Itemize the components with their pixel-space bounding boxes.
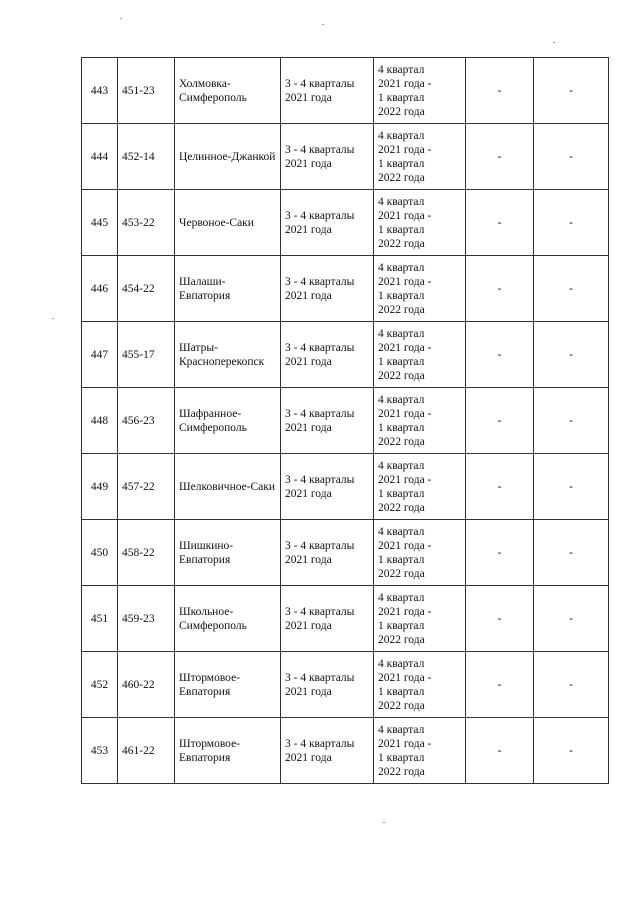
dash-cell: - [534,322,609,388]
term-line: 2022 года [378,567,425,580]
period-cell: 3 - 4 кварталы 2021 года [281,58,374,124]
term-line: 1 квартал [378,355,425,368]
row-number-cell: 445 [82,190,118,256]
term-cell [374,652,466,718]
dash-cell: - [534,124,609,190]
dash-cell: - [534,454,609,520]
table-row [82,454,609,520]
dash-cell: - [466,190,534,256]
route-name-cell: Шатры-Красноперекопск [175,322,281,388]
term-line: 1 квартал [378,751,425,764]
table-row [82,718,609,784]
table-row [82,58,609,124]
period-cell: 3 - 4 кварталы 2021 года [281,322,374,388]
term-line: 2022 года [378,171,425,184]
route-name-cell: Холмовка-Симферополь [175,58,281,124]
term-line: 2021 года - [378,539,432,552]
dash-cell: - [466,454,534,520]
dash-cell: - [466,388,534,454]
row-number-cell: 443 [82,58,118,124]
route-name-cell: Шалаши-Евпатория [175,256,281,322]
route-code-cell: 452-14 [118,124,175,190]
term-line: 1 квартал [378,157,425,170]
term-line: 1 квартал [378,487,425,500]
scan-speck [52,318,54,319]
term-line: 2021 года - [378,407,432,420]
dash-cell: - [534,190,609,256]
route-code-cell: 453-22 [118,190,175,256]
route-name-cell: Штормовое-Евпатория [175,652,281,718]
dash-cell: - [534,718,609,784]
dash-cell: - [534,586,609,652]
row-number-cell: 446 [82,256,118,322]
term-line: 1 квартал [378,619,425,632]
route-name-cell: Шелковичное-Саки [175,454,281,520]
term-line: 2022 года [378,765,425,778]
row-number-cell: 451 [82,586,118,652]
term-cell [374,256,466,322]
route-name-cell: Целинное-Джанкой [175,124,281,190]
term-line: 4 квартал [378,63,425,76]
route-name-cell: Школьное-Симферополь [175,586,281,652]
term-line: 1 квартал [378,421,425,434]
dash-cell: - [534,388,609,454]
route-schedule-table [81,57,609,784]
scan-speck [383,822,385,823]
term-line: 4 квартал [378,525,425,538]
term-cell [374,124,466,190]
term-line: 4 квартал [378,195,425,208]
row-number-cell: 447 [82,322,118,388]
route-name-cell: Червоное-Саки [175,190,281,256]
dash-cell: - [466,652,534,718]
term-line: 4 квартал [378,327,425,340]
dash-cell: - [534,652,609,718]
table-row [82,520,609,586]
table-row [82,388,609,454]
term-cell [374,454,466,520]
route-code-cell: 454-22 [118,256,175,322]
route-code-cell: 455-17 [118,322,175,388]
dash-cell: - [534,58,609,124]
dash-cell: - [466,256,534,322]
term-line: 2022 года [378,105,425,118]
term-line: 2022 года [378,699,425,712]
term-line: 4 квартал [378,723,425,736]
dash-cell: - [534,520,609,586]
row-number-cell: 450 [82,520,118,586]
dash-cell: - [534,256,609,322]
term-cell [374,190,466,256]
term-line: 4 квартал [378,393,425,406]
table-row [82,124,609,190]
period-cell: 3 - 4 кварталы 2021 года [281,190,374,256]
term-line: 2022 года [378,633,425,646]
term-cell [374,520,466,586]
term-line: 2021 года - [378,671,432,684]
period-cell: 3 - 4 кварталы 2021 года [281,520,374,586]
period-cell: 3 - 4 кварталы 2021 года [281,124,374,190]
term-line: 1 квартал [378,91,425,104]
dash-cell: - [466,718,534,784]
term-line: 2021 года - [378,275,432,288]
scan-speck [120,18,122,19]
scan-speck [553,42,555,43]
row-number-cell: 444 [82,124,118,190]
table-row [82,190,609,256]
term-line: 4 квартал [378,261,425,274]
route-name-cell: Шишкино-Евпатория [175,520,281,586]
term-cell [374,388,466,454]
period-cell: 3 - 4 кварталы 2021 года [281,652,374,718]
route-code-cell: 451-23 [118,58,175,124]
row-number-cell: 448 [82,388,118,454]
term-cell [374,322,466,388]
term-line: 2021 года - [378,605,432,618]
table-row [82,322,609,388]
term-line: 2021 года - [378,77,432,90]
term-line: 1 квартал [378,685,425,698]
route-name-cell: Штормовое-Евпатория [175,718,281,784]
table-row [82,256,609,322]
term-line: 2022 года [378,435,425,448]
scan-speck [322,24,324,25]
term-line: 4 квартал [378,657,425,670]
row-number-cell: 449 [82,454,118,520]
term-cell [374,718,466,784]
period-cell: 3 - 4 кварталы 2021 года [281,256,374,322]
table-row [82,652,609,718]
route-code-cell: 459-23 [118,586,175,652]
route-code-cell: 461-22 [118,718,175,784]
row-number-cell: 452 [82,652,118,718]
term-line: 2021 года - [378,143,432,156]
term-line: 1 квартал [378,553,425,566]
term-line: 2022 года [378,303,425,316]
period-cell: 3 - 4 кварталы 2021 года [281,718,374,784]
dash-cell: - [466,586,534,652]
dash-cell: - [466,520,534,586]
route-code-cell: 458-22 [118,520,175,586]
route-code-cell: 456-23 [118,388,175,454]
route-code-cell: 460-22 [118,652,175,718]
term-line: 2022 года [378,369,425,382]
term-line: 2022 года [378,237,425,250]
dash-cell: - [466,58,534,124]
term-line: 2021 года - [378,341,432,354]
term-line: 2021 года - [378,737,432,750]
term-cell [374,586,466,652]
term-line: 2021 года - [378,473,432,486]
term-line: 4 квартал [378,459,425,472]
dash-cell: - [466,124,534,190]
term-line: 4 квартал [378,129,425,142]
route-name-cell: Шафранное-Симферополь [175,388,281,454]
period-cell: 3 - 4 кварталы 2021 года [281,454,374,520]
term-line: 1 квартал [378,223,425,236]
route-code-cell: 457-22 [118,454,175,520]
table-body [82,58,609,784]
table-row [82,586,609,652]
period-cell: 3 - 4 кварталы 2021 года [281,586,374,652]
term-line: 4 квартал [378,591,425,604]
row-number-cell: 453 [82,718,118,784]
term-cell [374,58,466,124]
term-line: 1 квартал [378,289,425,302]
dash-cell: - [466,322,534,388]
term-line: 2021 года - [378,209,432,222]
term-line: 2022 года [378,501,425,514]
period-cell: 3 - 4 кварталы 2021 года [281,388,374,454]
